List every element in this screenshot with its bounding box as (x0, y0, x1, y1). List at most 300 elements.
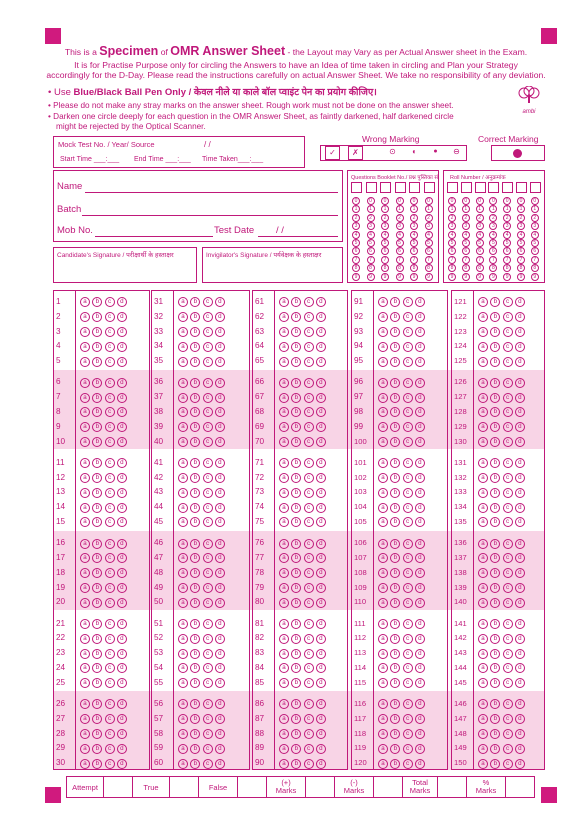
booklet-digit-bubble[interactable]: 0 (367, 197, 375, 205)
answer-bubble-d[interactable]: d (215, 699, 225, 709)
answer-bubble-a[interactable]: a (80, 583, 90, 593)
roll-digit-bubble[interactable]: 5 (503, 239, 511, 247)
answer-bubble-a[interactable]: a (178, 357, 188, 367)
answer-bubble-d[interactable]: d (316, 649, 326, 659)
answer-bubble-d[interactable]: d (316, 503, 326, 513)
answer-bubble-b[interactable]: b (390, 553, 400, 563)
answer-bubble-c[interactable]: c (105, 393, 115, 403)
answer-bubble-d[interactable]: d (316, 678, 326, 688)
answer-bubble-b[interactable]: b (92, 553, 102, 563)
answer-bubble-d[interactable]: d (515, 568, 525, 578)
roll-digit-bubble[interactable]: 4 (517, 231, 525, 239)
answer-bubble-a[interactable]: a (80, 473, 90, 483)
answer-bubble-c[interactable]: c (105, 553, 115, 563)
answer-bubble-a[interactable]: a (378, 378, 388, 388)
answer-bubble-c[interactable]: c (304, 297, 314, 307)
answer-bubble-c[interactable]: c (403, 422, 413, 432)
answer-bubble-a[interactable]: a (279, 744, 289, 754)
answer-bubble-c[interactable]: c (105, 458, 115, 468)
roll-digit-bubble[interactable]: 1 (517, 205, 525, 213)
answer-bubble-a[interactable]: a (178, 407, 188, 417)
answer-bubble-b[interactable]: b (291, 729, 301, 739)
answer-bubble-c[interactable]: c (503, 458, 513, 468)
answer-bubble-a[interactable]: a (80, 714, 90, 724)
answer-bubble-c[interactable]: c (403, 503, 413, 513)
answer-bubble-c[interactable]: c (503, 297, 513, 307)
roll-digit-bubble[interactable]: 8 (462, 264, 470, 272)
booklet-digit-bubble[interactable]: 5 (381, 239, 389, 247)
answer-bubble-b[interactable]: b (490, 357, 500, 367)
answer-bubble-a[interactable]: a (178, 714, 188, 724)
roll-digit-bubble[interactable]: 6 (476, 247, 484, 255)
answer-bubble-a[interactable]: a (279, 312, 289, 322)
answer-bubble-b[interactable]: b (390, 297, 400, 307)
answer-bubble-c[interactable]: c (503, 759, 513, 769)
answer-bubble-b[interactable]: b (490, 458, 500, 468)
answer-bubble-b[interactable]: b (390, 583, 400, 593)
answer-bubble-b[interactable]: b (291, 568, 301, 578)
answer-bubble-a[interactable]: a (378, 744, 388, 754)
answer-bubble-a[interactable]: a (378, 663, 388, 673)
answer-bubble-b[interactable]: b (291, 342, 301, 352)
booklet-digit-bubble[interactable]: 6 (425, 247, 433, 255)
answer-bubble-c[interactable]: c (304, 342, 314, 352)
answer-bubble-a[interactable]: a (478, 568, 488, 578)
booklet-digit-entry[interactable] (395, 182, 406, 193)
answer-bubble-b[interactable]: b (190, 422, 200, 432)
roll-digit-bubble[interactable]: 8 (503, 264, 511, 272)
roll-digit-entry[interactable] (447, 182, 458, 193)
answer-bubble-a[interactable]: a (478, 297, 488, 307)
answer-bubble-a[interactable]: a (178, 759, 188, 769)
batch-field[interactable] (82, 215, 338, 216)
roll-digit-bubble[interactable]: 5 (476, 239, 484, 247)
roll-digit-bubble[interactable]: 0 (517, 197, 525, 205)
answer-bubble-c[interactable]: c (403, 393, 413, 403)
answer-bubble-b[interactable]: b (490, 634, 500, 644)
answer-bubble-c[interactable]: c (203, 744, 213, 754)
answer-bubble-c[interactable]: c (105, 473, 115, 483)
answer-bubble-c[interactable]: c (105, 699, 115, 709)
answer-bubble-a[interactable]: a (378, 699, 388, 709)
roll-digit-bubble[interactable]: 3 (517, 222, 525, 230)
answer-bubble-b[interactable]: b (92, 729, 102, 739)
answer-bubble-d[interactable]: d (515, 517, 525, 527)
answer-bubble-c[interactable]: c (203, 393, 213, 403)
answer-bubble-d[interactable]: d (117, 517, 127, 527)
answer-bubble-c[interactable]: c (203, 503, 213, 513)
booklet-digit-bubble[interactable]: 8 (425, 264, 433, 272)
answer-bubble-d[interactable]: d (415, 327, 425, 337)
roll-digit-bubble[interactable]: 3 (531, 222, 539, 230)
answer-bubble-c[interactable]: c (503, 553, 513, 563)
answer-bubble-b[interactable]: b (291, 759, 301, 769)
answer-bubble-c[interactable]: c (403, 458, 413, 468)
answer-bubble-c[interactable]: c (105, 583, 115, 593)
answer-bubble-c[interactable]: c (203, 649, 213, 659)
answer-bubble-c[interactable]: c (105, 488, 115, 498)
answer-bubble-b[interactable]: b (291, 678, 301, 688)
answer-bubble-b[interactable]: b (92, 649, 102, 659)
answer-bubble-d[interactable]: d (215, 297, 225, 307)
answer-bubble-a[interactable]: a (478, 488, 488, 498)
answer-bubble-b[interactable]: b (390, 729, 400, 739)
answer-bubble-c[interactable]: c (503, 422, 513, 432)
answer-bubble-c[interactable]: c (105, 744, 115, 754)
answer-bubble-d[interactable]: d (117, 619, 127, 629)
booklet-digit-bubble[interactable]: 9 (367, 273, 375, 281)
answer-bubble-d[interactable]: d (515, 744, 525, 754)
answer-bubble-c[interactable]: c (105, 714, 115, 724)
answer-bubble-b[interactable]: b (390, 598, 400, 608)
booklet-digit-bubble[interactable]: 5 (410, 239, 418, 247)
answer-bubble-b[interactable]: b (490, 437, 500, 447)
answer-bubble-c[interactable]: c (304, 437, 314, 447)
answer-bubble-a[interactable]: a (80, 342, 90, 352)
answer-bubble-c[interactable]: c (304, 699, 314, 709)
answer-bubble-d[interactable]: d (215, 568, 225, 578)
roll-digit-bubble[interactable]: 2 (503, 214, 511, 222)
answer-bubble-c[interactable]: c (503, 634, 513, 644)
roll-digit-bubble[interactable]: 3 (462, 222, 470, 230)
invigilator-signature-box[interactable] (202, 247, 343, 283)
answer-bubble-a[interactable]: a (279, 583, 289, 593)
answer-bubble-d[interactable]: d (515, 553, 525, 563)
answer-bubble-a[interactable]: a (378, 327, 388, 337)
answer-bubble-c[interactable]: c (304, 663, 314, 673)
answer-bubble-a[interactable]: a (80, 488, 90, 498)
answer-bubble-c[interactable]: c (403, 297, 413, 307)
answer-bubble-d[interactable]: d (117, 297, 127, 307)
roll-digit-bubble[interactable]: 6 (462, 247, 470, 255)
roll-digit-bubble[interactable]: 0 (503, 197, 511, 205)
answer-bubble-c[interactable]: c (203, 714, 213, 724)
booklet-digit-bubble[interactable]: 8 (381, 264, 389, 272)
answer-bubble-b[interactable]: b (490, 699, 500, 709)
answer-bubble-d[interactable]: d (415, 678, 425, 688)
answer-bubble-d[interactable]: d (515, 312, 525, 322)
answer-bubble-d[interactable]: d (415, 729, 425, 739)
answer-bubble-d[interactable]: d (415, 342, 425, 352)
answer-bubble-a[interactable]: a (279, 517, 289, 527)
roll-digit-bubble[interactable]: 4 (462, 231, 470, 239)
answer-bubble-a[interactable]: a (378, 678, 388, 688)
answer-bubble-a[interactable]: a (378, 422, 388, 432)
answer-bubble-d[interactable]: d (215, 744, 225, 754)
roll-digit-bubble[interactable]: 1 (489, 205, 497, 213)
answer-bubble-a[interactable]: a (178, 378, 188, 388)
answer-bubble-b[interactable]: b (291, 378, 301, 388)
answer-bubble-b[interactable]: b (190, 378, 200, 388)
answer-bubble-a[interactable]: a (279, 649, 289, 659)
answer-bubble-a[interactable]: a (80, 312, 90, 322)
roll-digit-bubble[interactable]: 0 (448, 197, 456, 205)
answer-bubble-d[interactable]: d (415, 598, 425, 608)
answer-bubble-b[interactable]: b (190, 327, 200, 337)
answer-bubble-c[interactable]: c (503, 744, 513, 754)
total-marks-value[interactable] (437, 776, 467, 798)
answer-bubble-a[interactable]: a (478, 422, 488, 432)
answer-bubble-b[interactable]: b (390, 393, 400, 403)
roll-digit-bubble[interactable]: 8 (517, 264, 525, 272)
answer-bubble-c[interactable]: c (105, 649, 115, 659)
answer-bubble-a[interactable]: a (80, 539, 90, 549)
answer-bubble-b[interactable]: b (190, 678, 200, 688)
roll-digit-bubble[interactable]: 4 (503, 231, 511, 239)
answer-bubble-d[interactable]: d (415, 378, 425, 388)
answer-bubble-a[interactable]: a (378, 517, 388, 527)
answer-bubble-d[interactable]: d (415, 714, 425, 724)
answer-bubble-d[interactable]: d (415, 488, 425, 498)
answer-bubble-c[interactable]: c (304, 583, 314, 593)
answer-bubble-b[interactable]: b (490, 422, 500, 432)
answer-bubble-c[interactable]: c (203, 598, 213, 608)
answer-bubble-c[interactable]: c (304, 744, 314, 754)
answer-bubble-d[interactable]: d (515, 619, 525, 629)
roll-digit-bubble[interactable]: 6 (448, 247, 456, 255)
answer-bubble-a[interactable]: a (279, 378, 289, 388)
booklet-digit-bubble[interactable]: 4 (352, 231, 360, 239)
answer-bubble-c[interactable]: c (304, 568, 314, 578)
answer-bubble-b[interactable]: b (92, 503, 102, 513)
answer-bubble-b[interactable]: b (92, 598, 102, 608)
booklet-digit-bubble[interactable]: 0 (396, 197, 404, 205)
answer-bubble-b[interactable]: b (490, 327, 500, 337)
roll-digit-bubble[interactable]: 6 (489, 247, 497, 255)
answer-bubble-c[interactable]: c (403, 342, 413, 352)
roll-digit-bubble[interactable]: 5 (531, 239, 539, 247)
answer-bubble-c[interactable]: c (403, 663, 413, 673)
roll-digit-bubble[interactable]: 1 (448, 205, 456, 213)
answer-bubble-d[interactable]: d (117, 342, 127, 352)
answer-bubble-b[interactable]: b (92, 517, 102, 527)
answer-bubble-c[interactable]: c (403, 473, 413, 483)
answer-bubble-d[interactable]: d (215, 357, 225, 367)
answer-bubble-c[interactable]: c (203, 663, 213, 673)
answer-bubble-c[interactable]: c (203, 568, 213, 578)
answer-bubble-d[interactable]: d (215, 473, 225, 483)
answer-bubble-d[interactable]: d (415, 393, 425, 403)
answer-bubble-d[interactable]: d (316, 598, 326, 608)
answer-bubble-c[interactable]: c (403, 553, 413, 563)
answer-bubble-d[interactable]: d (316, 297, 326, 307)
roll-digit-bubble[interactable]: 8 (476, 264, 484, 272)
answer-bubble-d[interactable]: d (415, 517, 425, 527)
answer-bubble-a[interactable]: a (80, 663, 90, 673)
answer-bubble-a[interactable]: a (80, 568, 90, 578)
answer-bubble-a[interactable]: a (378, 729, 388, 739)
answer-bubble-d[interactable]: d (215, 517, 225, 527)
booklet-digit-bubble[interactable]: 9 (352, 273, 360, 281)
answer-bubble-b[interactable]: b (490, 539, 500, 549)
answer-bubble-d[interactable]: d (515, 598, 525, 608)
roll-digit-bubble[interactable]: 2 (517, 214, 525, 222)
answer-bubble-c[interactable]: c (105, 678, 115, 688)
answer-bubble-a[interactable]: a (478, 357, 488, 367)
booklet-digit-entry[interactable] (424, 182, 435, 193)
answer-bubble-a[interactable]: a (178, 312, 188, 322)
answer-bubble-c[interactable]: c (203, 619, 213, 629)
answer-bubble-d[interactable]: d (415, 759, 425, 769)
booklet-digit-bubble[interactable]: 0 (352, 197, 360, 205)
answer-bubble-b[interactable]: b (92, 422, 102, 432)
answer-bubble-d[interactable]: d (215, 649, 225, 659)
answer-bubble-d[interactable]: d (316, 378, 326, 388)
booklet-digit-bubble[interactable]: 9 (381, 273, 389, 281)
answer-bubble-d[interactable]: d (117, 634, 127, 644)
answer-bubble-d[interactable]: d (316, 473, 326, 483)
answer-bubble-b[interactable]: b (291, 649, 301, 659)
answer-bubble-d[interactable]: d (117, 729, 127, 739)
answer-bubble-d[interactable]: d (515, 422, 525, 432)
answer-bubble-a[interactable]: a (478, 634, 488, 644)
roll-digit-entry[interactable] (461, 182, 472, 193)
booklet-digit-bubble[interactable]: 7 (381, 256, 389, 264)
booklet-digit-bubble[interactable]: 5 (396, 239, 404, 247)
answer-bubble-c[interactable]: c (105, 663, 115, 673)
answer-bubble-a[interactable]: a (178, 598, 188, 608)
answer-bubble-c[interactable]: c (203, 553, 213, 563)
answer-bubble-c[interactable]: c (503, 699, 513, 709)
answer-bubble-b[interactable]: b (190, 488, 200, 498)
roll-digit-bubble[interactable]: 9 (462, 273, 470, 281)
answer-bubble-d[interactable]: d (316, 699, 326, 709)
answer-bubble-c[interactable]: c (403, 634, 413, 644)
answer-bubble-a[interactable]: a (80, 553, 90, 563)
answer-bubble-b[interactable]: b (390, 744, 400, 754)
booklet-digit-bubble[interactable]: 6 (367, 247, 375, 255)
answer-bubble-c[interactable]: c (304, 517, 314, 527)
answer-bubble-a[interactable]: a (378, 503, 388, 513)
booklet-digit-bubble[interactable]: 5 (425, 239, 433, 247)
answer-bubble-d[interactable]: d (415, 539, 425, 549)
answer-bubble-b[interactable]: b (390, 517, 400, 527)
answer-bubble-c[interactable]: c (203, 458, 213, 468)
roll-digit-bubble[interactable]: 7 (476, 256, 484, 264)
booklet-digit-bubble[interactable]: 2 (367, 214, 375, 222)
answer-bubble-d[interactable]: d (415, 422, 425, 432)
answer-bubble-a[interactable]: a (478, 342, 488, 352)
answer-bubble-c[interactable]: c (304, 488, 314, 498)
answer-bubble-d[interactable]: d (415, 583, 425, 593)
answer-bubble-d[interactable]: d (117, 539, 127, 549)
answer-bubble-d[interactable]: d (515, 699, 525, 709)
answer-bubble-c[interactable]: c (105, 422, 115, 432)
answer-bubble-a[interactable]: a (178, 744, 188, 754)
answer-bubble-c[interactable]: c (203, 583, 213, 593)
answer-bubble-c[interactable]: c (105, 503, 115, 513)
roll-digit-bubble[interactable]: 2 (448, 214, 456, 222)
answer-bubble-b[interactable]: b (291, 699, 301, 709)
answer-bubble-c[interactable]: c (403, 619, 413, 629)
answer-bubble-d[interactable]: d (215, 714, 225, 724)
answer-bubble-b[interactable]: b (92, 488, 102, 498)
answer-bubble-a[interactable]: a (80, 699, 90, 709)
answer-bubble-b[interactable]: b (390, 649, 400, 659)
answer-bubble-d[interactable]: d (415, 568, 425, 578)
answer-bubble-a[interactable]: a (378, 568, 388, 578)
percent-marks-value[interactable] (505, 776, 535, 798)
answer-bubble-d[interactable]: d (415, 744, 425, 754)
answer-bubble-a[interactable]: a (478, 583, 488, 593)
answer-bubble-b[interactable]: b (490, 649, 500, 659)
answer-bubble-b[interactable]: b (190, 649, 200, 659)
answer-bubble-a[interactable]: a (80, 297, 90, 307)
roll-digit-bubble[interactable]: 2 (531, 214, 539, 222)
answer-bubble-b[interactable]: b (490, 407, 500, 417)
answer-bubble-a[interactable]: a (80, 634, 90, 644)
answer-bubble-c[interactable]: c (304, 422, 314, 432)
answer-bubble-a[interactable]: a (478, 663, 488, 673)
answer-bubble-d[interactable]: d (415, 619, 425, 629)
answer-bubble-a[interactable]: a (80, 619, 90, 629)
answer-bubble-c[interactable]: c (304, 458, 314, 468)
answer-bubble-d[interactable]: d (215, 583, 225, 593)
answer-bubble-b[interactable]: b (92, 714, 102, 724)
answer-bubble-a[interactable]: a (478, 553, 488, 563)
answer-bubble-b[interactable]: b (490, 517, 500, 527)
answer-bubble-d[interactable]: d (515, 378, 525, 388)
answer-bubble-d[interactable]: d (515, 393, 525, 403)
answer-bubble-a[interactable]: a (478, 539, 488, 549)
answer-bubble-d[interactable]: d (415, 634, 425, 644)
answer-bubble-b[interactable]: b (190, 663, 200, 673)
answer-bubble-b[interactable]: b (390, 619, 400, 629)
answer-bubble-a[interactable]: a (378, 649, 388, 659)
answer-bubble-b[interactable]: b (390, 759, 400, 769)
answer-bubble-b[interactable]: b (291, 422, 301, 432)
answer-bubble-b[interactable]: b (190, 437, 200, 447)
answer-bubble-c[interactable]: c (403, 568, 413, 578)
answer-bubble-c[interactable]: c (304, 619, 314, 629)
answer-bubble-b[interactable]: b (490, 583, 500, 593)
answer-bubble-d[interactable]: d (515, 488, 525, 498)
answer-bubble-a[interactable]: a (378, 297, 388, 307)
answer-bubble-b[interactable]: b (92, 619, 102, 629)
answer-bubble-c[interactable]: c (304, 312, 314, 322)
answer-bubble-d[interactable]: d (316, 312, 326, 322)
answer-bubble-d[interactable]: d (117, 422, 127, 432)
answer-bubble-b[interactable]: b (92, 663, 102, 673)
answer-bubble-b[interactable]: b (190, 744, 200, 754)
answer-bubble-c[interactable]: c (403, 517, 413, 527)
answer-bubble-b[interactable]: b (390, 327, 400, 337)
answer-bubble-b[interactable]: b (490, 619, 500, 629)
roll-digit-bubble[interactable]: 3 (489, 222, 497, 230)
booklet-digit-bubble[interactable]: 3 (396, 222, 404, 230)
answer-bubble-a[interactable]: a (178, 437, 188, 447)
answer-bubble-d[interactable]: d (515, 663, 525, 673)
answer-bubble-b[interactable]: b (92, 437, 102, 447)
answer-bubble-c[interactable]: c (503, 663, 513, 673)
answer-bubble-b[interactable]: b (92, 393, 102, 403)
roll-digit-bubble[interactable]: 7 (503, 256, 511, 264)
answer-bubble-a[interactable]: a (378, 473, 388, 483)
answer-bubble-d[interactable]: d (215, 663, 225, 673)
answer-bubble-a[interactable]: a (279, 553, 289, 563)
answer-bubble-c[interactable]: c (105, 729, 115, 739)
answer-bubble-b[interactable]: b (190, 553, 200, 563)
roll-digit-bubble[interactable]: 6 (531, 247, 539, 255)
booklet-digit-bubble[interactable]: 4 (367, 231, 375, 239)
answer-bubble-a[interactable]: a (178, 568, 188, 578)
booklet-digit-bubble[interactable]: 2 (381, 214, 389, 222)
answer-bubble-c[interactable]: c (503, 729, 513, 739)
roll-digit-bubble[interactable]: 6 (517, 247, 525, 255)
answer-bubble-d[interactable]: d (415, 473, 425, 483)
answer-bubble-d[interactable]: d (316, 759, 326, 769)
answer-bubble-d[interactable]: d (117, 437, 127, 447)
